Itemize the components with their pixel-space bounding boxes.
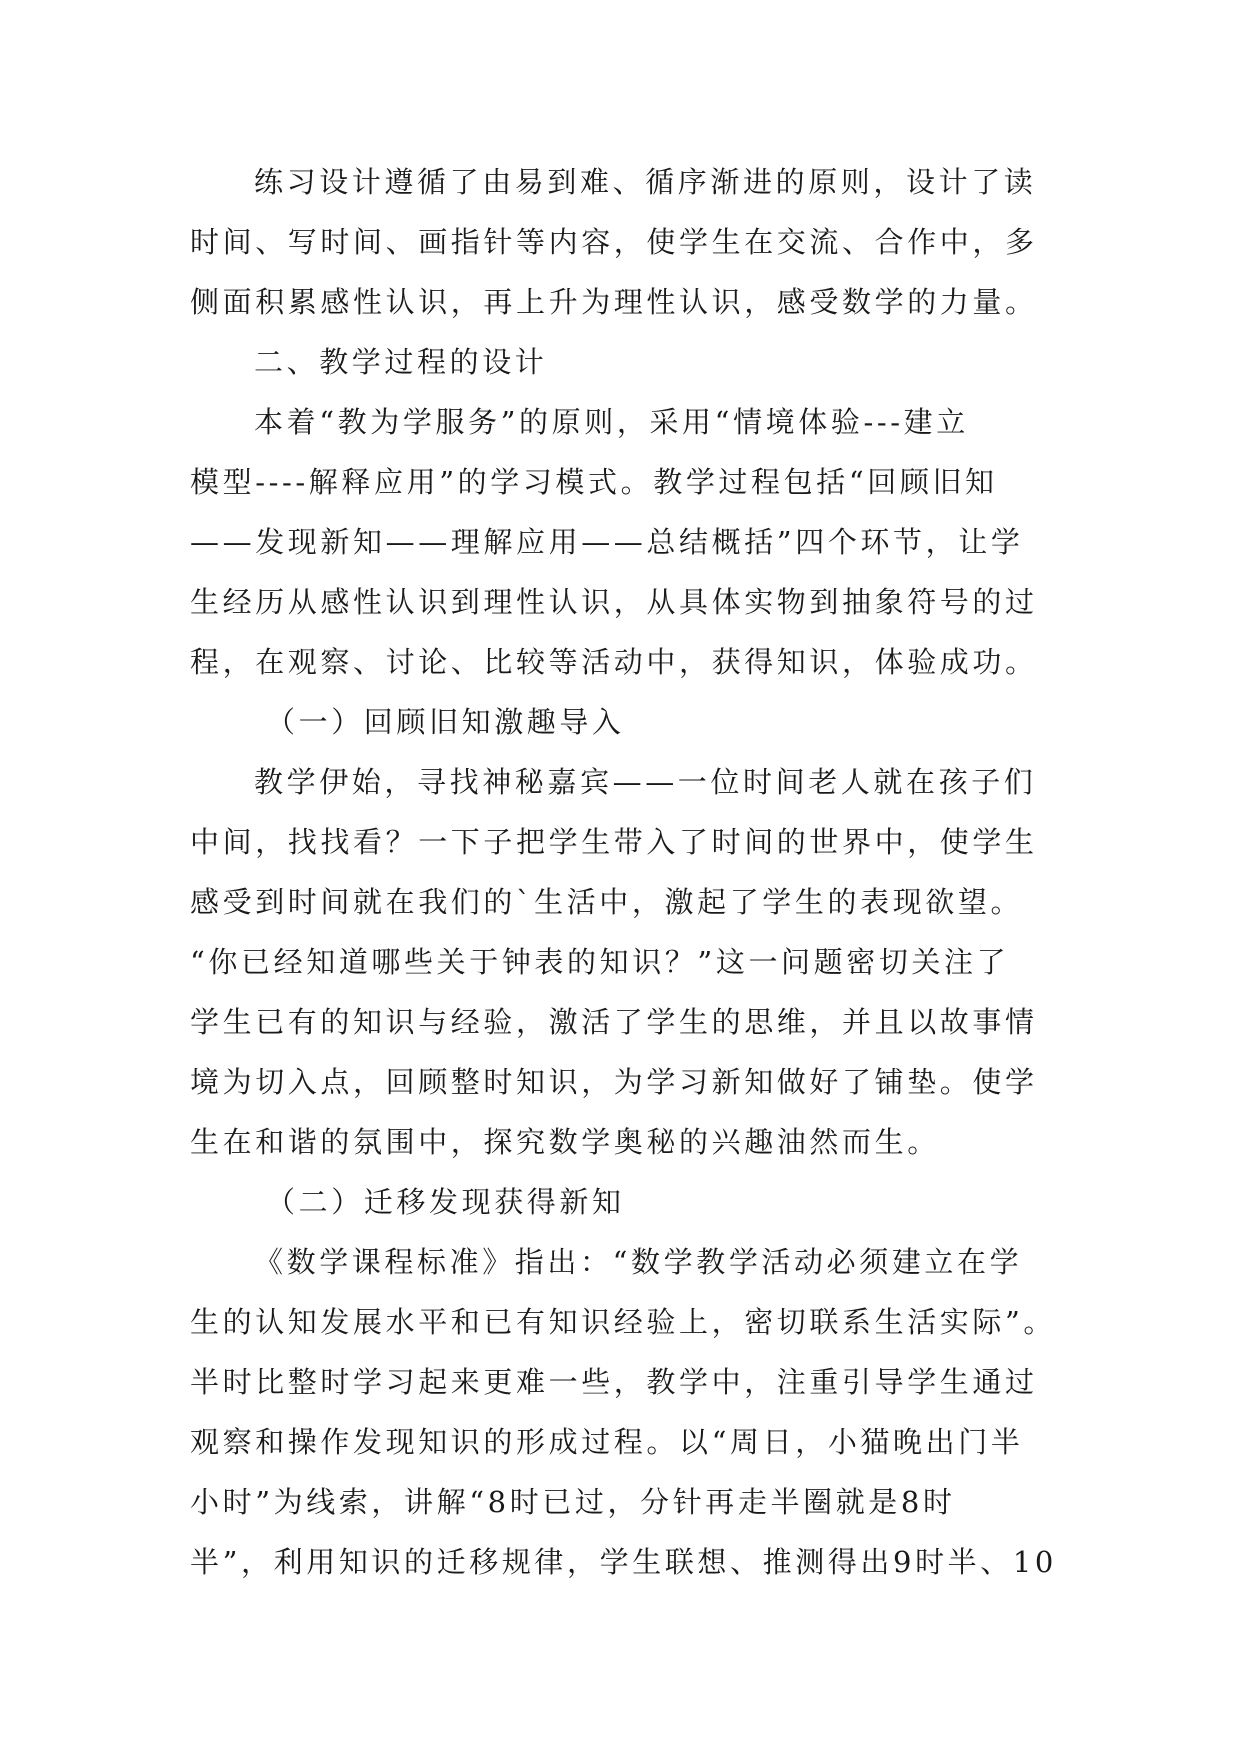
paragraph-line: 半时比整时学习起来更难一些，教学中，注重引导学生通过: [190, 1365, 1038, 1399]
paragraph-line: 生的认知发展水平和已有知识经验上，密切联系生活实际”。: [190, 1305, 1057, 1339]
paragraph-line: 侧面积累感性认识，再上升为理性认识，感受数学的力量。: [190, 285, 1038, 319]
paragraph-line: 本着“教为学服务”的原则，采用“情境体验---建立: [254, 405, 969, 439]
document-body: [190, 152, 1057, 1592]
paragraph-line: 学生已有的知识与经验，激活了学生的思维，并且以故事情: [190, 1005, 1038, 1039]
paragraph-line: 模型----解释应用”的学习模式。教学过程包括“回顾旧知: [190, 465, 998, 499]
paragraph-line: ——发现新知——理解应用——总结概括”四个环节，让学: [190, 525, 1024, 559]
paragraph-line: 教学伊始，寻找神秘嘉宾——一位时间老人就在孩子们: [254, 765, 1037, 799]
paragraph-line: 程，在观察、讨论、比较等活动中，获得知识，体验成功。: [190, 645, 1038, 679]
subsection-heading: （一）回顾旧知激趣导入: [266, 705, 625, 739]
paragraph-line: 时间、写时间、画指针等内容，使学生在交流、合作中，多: [190, 225, 1038, 259]
paragraph-line: 境为切入点，回顾整时知识，为学习新知做好了铺垫。使学: [190, 1065, 1038, 1099]
paragraph-line: 小时”为线索，讲解“8时已过，分针再走半圈就是8时: [190, 1485, 956, 1519]
paragraph-line: 观察和操作发现知识的形成过程。以“周日，小猫晚出门半: [190, 1425, 1024, 1459]
paragraph-line: 中间，找找看？一下子把学生带入了时间的世界中，使学生: [190, 825, 1038, 859]
paragraph-line: 练习设计遵循了由易到难、循序渐进的原则，设计了读: [254, 165, 1037, 199]
subsection-heading: （二）迁移发现获得新知: [266, 1185, 625, 1219]
paragraph-line: 半”，利用知识的迁移规律，学生联想、推测得出9时半、10: [190, 1545, 1057, 1579]
paragraph-line: “你已经知道哪些关于钟表的知识？”这一问题密切关注了: [190, 945, 1010, 979]
paragraph-line: 感受到时间就在我们的`生活中，激起了学生的表现欲望。: [190, 885, 1024, 919]
paragraph-line: 生在和谐的氛围中，探究数学奥秘的兴趣油然而生。: [190, 1125, 940, 1159]
paragraph-line: 《数学课程标准》指出：“数学教学活动必须建立在学: [254, 1245, 1023, 1279]
paragraph-line: 生经历从感性认识到理性认识，从具体实物到抽象符号的过: [190, 585, 1038, 619]
section-heading: 二、教学过程的设计: [254, 345, 548, 379]
